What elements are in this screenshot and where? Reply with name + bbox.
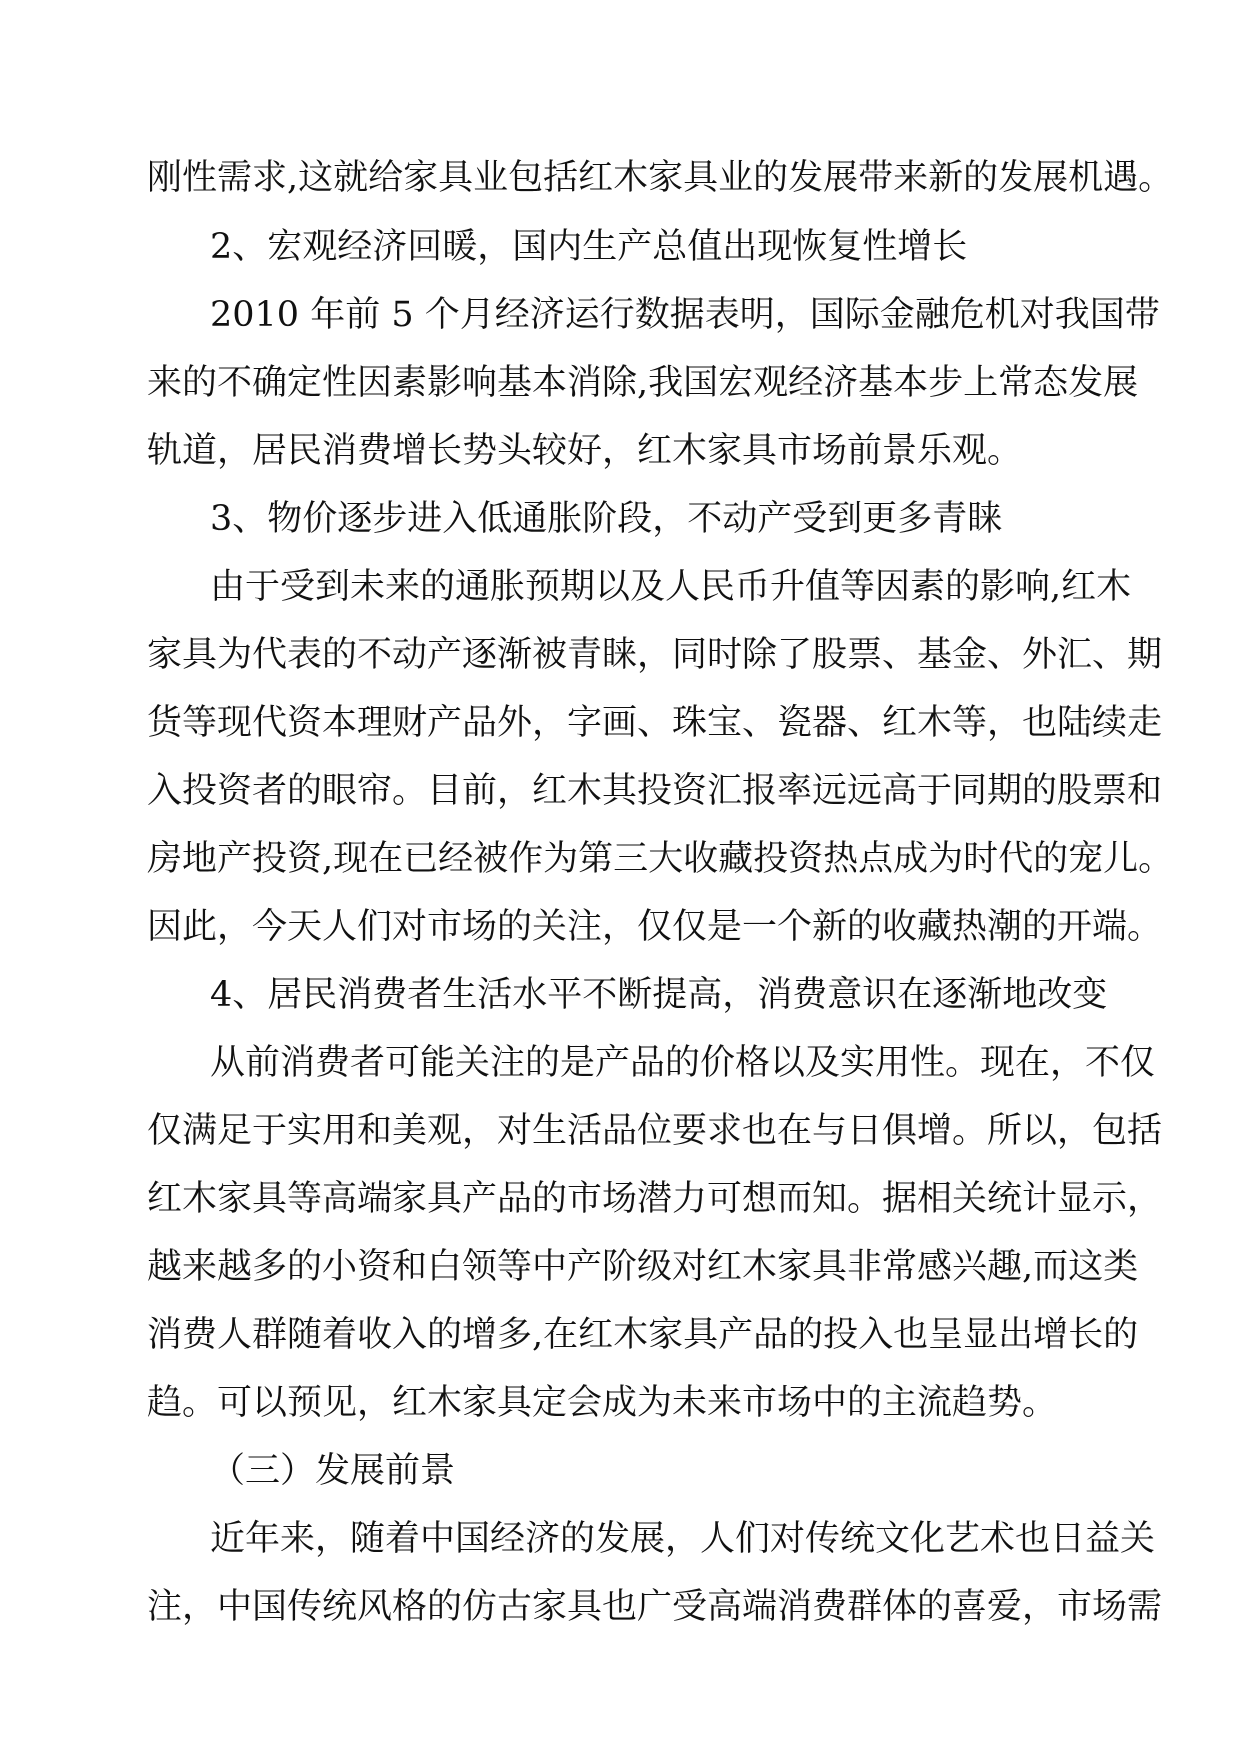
paragraph-line: 越来越多的小资和白领等中产阶级对红木家具非常感兴趣,而这类 <box>147 1247 1139 1287</box>
section-heading: （三）发展前景 <box>210 1451 456 1491</box>
paragraph-line: 2010 年前 5 个月经济运行数据表明，国际金融危机对我国带 <box>210 295 1160 335</box>
paragraph-line: 消费人群随着收入的增多,在红木家具产品的投入也呈显出增长的 <box>147 1315 1139 1355</box>
paragraph-line: 房地产投资,现在已经被作为第三大收藏投资热点成为时代的宠儿。 <box>147 839 1174 879</box>
paragraph-line: 仅满足于实用和美观，对生活品位要求也在与日俱增。所以，包括 <box>147 1111 1163 1151</box>
paragraph-line: 红木家具等高端家具产品的市场潜力可想而知。据相关统计显示， <box>147 1179 1163 1219</box>
paragraph-line: 趋。可以预见，红木家具定会成为未来市场中的主流趋势。 <box>147 1383 1058 1423</box>
paragraph-line: 近年来，随着中国经济的发展，人们对传统文化艺术也日益关 <box>210 1519 1156 1559</box>
paragraph-line: 因此，今天人们对市场的关注，仅仅是一个新的收藏热潮的开端。 <box>147 907 1163 947</box>
paragraph-line: 由于受到未来的通胀预期以及人民币升值等因素的影响,红木 <box>210 567 1132 607</box>
paragraph-line: 入投资者的眼帘。目前，红木其投资汇报率远远高于同期的股票和 <box>147 771 1163 811</box>
section-heading: 2、宏观经济回暖，国内生产总值出现恢复性增长 <box>210 227 968 267</box>
paragraph-line: 家具为代表的不动产逐渐被青睐，同时除了股票、基金、外汇、期 <box>147 635 1163 675</box>
paragraph-line: 来的不确定性因素影响基本消除,我国宏观经济基本步上常态发展 <box>147 363 1139 403</box>
paragraph-line: 从前消费者可能关注的是产品的价格以及实用性。现在，不仅 <box>210 1043 1156 1083</box>
paragraph-line: 轨道，居民消费增长势头较好，红木家具市场前景乐观。 <box>147 431 1023 471</box>
paragraph-line: 刚性需求,这就给家具业包括红木家具业的发展带来新的发展机遇。 <box>147 158 1174 198</box>
section-heading: 4、居民消费者生活水平不断提高，消费意识在逐渐地改变 <box>210 975 1108 1015</box>
paragraph-line: 注，中国传统风格的仿古家具也广受高端消费群体的喜爱，市场需 <box>147 1587 1163 1627</box>
paragraph-line: 货等现代资本理财产品外，字画、珠宝、瓷器、红木等，也陆续走 <box>147 703 1163 743</box>
section-heading: 3、物价逐步进入低通胀阶段，不动产受到更多青睐 <box>210 499 1003 539</box>
